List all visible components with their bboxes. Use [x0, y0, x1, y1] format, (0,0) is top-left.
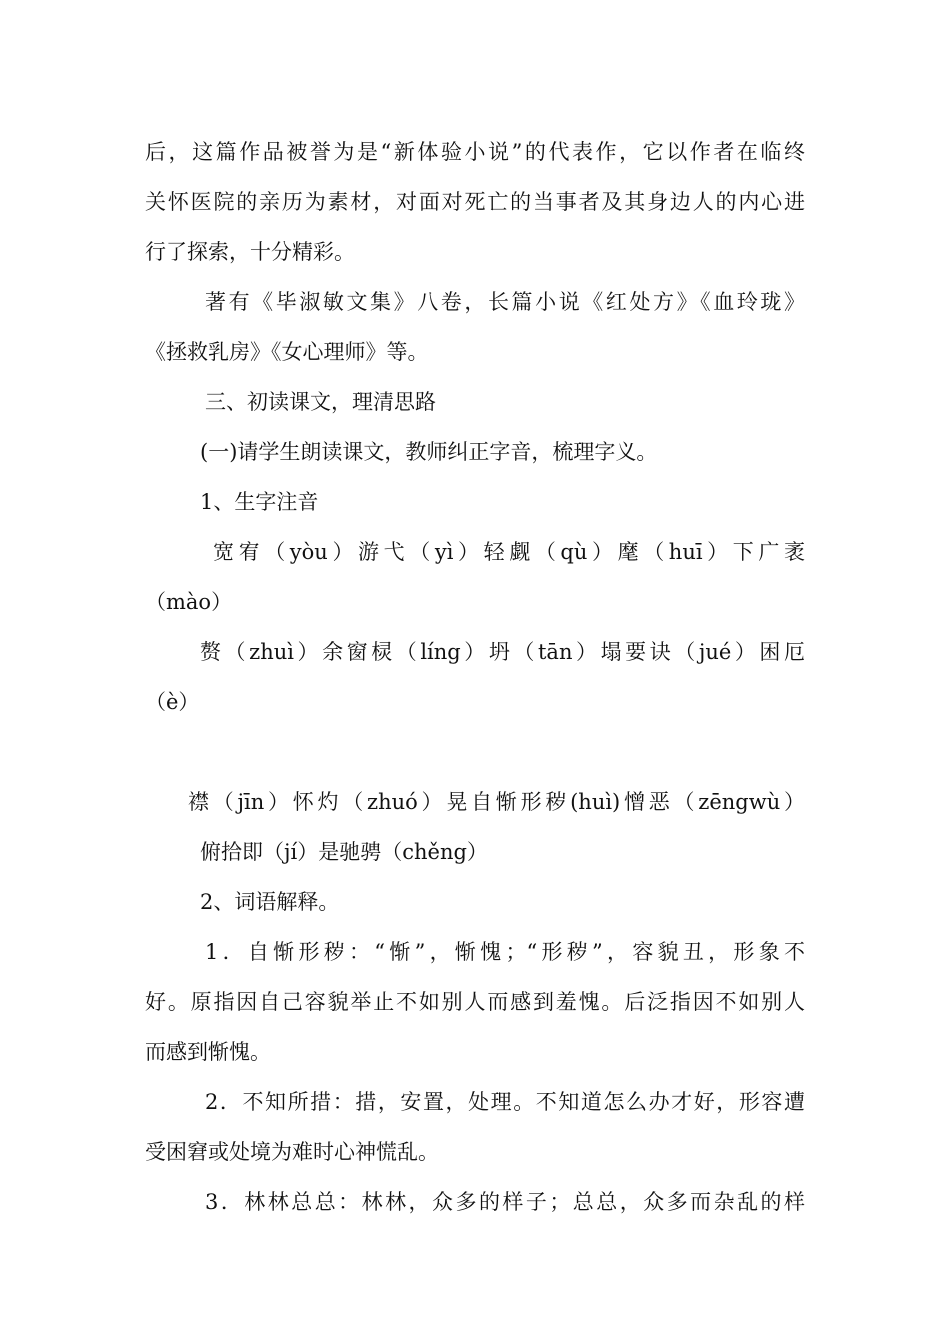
pinyin-line: （mào） — [145, 590, 233, 614]
definition-line: 受困窘或处境为难时心神慌乱。 — [145, 1140, 439, 1164]
paragraph-line: 著有《毕淑敏文集》八卷，长篇小说《红处方》《血玲珑》 — [205, 290, 805, 314]
paragraph-line: (一)请学生朗读课文，教师纠正字音，梳理字义。 — [200, 440, 658, 464]
definition-line: 3．林林总总：林林，众多的样子；总总，众多而杂乱的样 — [205, 1190, 805, 1214]
paragraph-line: 行了探索，十分精彩。 — [145, 240, 355, 264]
definition-line: 好。原指因自己容貌举止不如别人而感到羞愧。后泛指因不如别人 — [145, 990, 805, 1014]
pinyin-line: 襟（jīn）怀灼（zhuó）晃自惭形秽(huì)憎恶（zēngwù） — [188, 790, 805, 814]
paragraph-line: 关怀医院的亲历为素材，对面对死亡的当事者及其身边人的内心进 — [145, 190, 805, 214]
definition-line: 1．自惭形秽：“惭”，惭愧；“形秽”，容貌丑，形象不 — [205, 940, 805, 964]
pinyin-line: 俯拾即（jí）是驰骋（chěng） — [200, 840, 488, 864]
pinyin-line: 赘（zhuì）余窗棂（líng）坍（tān）塌要诀（jué）困厄 — [200, 640, 805, 664]
definition-line: 2．不知所措：措，安置，处理。不知道怎么办才好，形容遭 — [205, 1090, 805, 1114]
paragraph-line: 后，这篇作品被誉为是“新体验小说”的代表作，它以作者在临终 — [145, 140, 805, 164]
pinyin-line: （è） — [145, 690, 200, 714]
subsection-heading: 1、生字注音 — [200, 490, 319, 514]
paragraph-line: 《拯救乳房》《女心理师》等。 — [145, 340, 429, 364]
pinyin-line: 宽宥（yòu）游弋（yì）轻觑（qù）麾（huī）下广袤 — [213, 540, 805, 564]
subsection-heading: 2、词语解释。 — [200, 890, 340, 914]
definition-line: 而感到惭愧。 — [145, 1040, 271, 1064]
section-heading: 三、初读课文，理清思路 — [205, 390, 436, 414]
